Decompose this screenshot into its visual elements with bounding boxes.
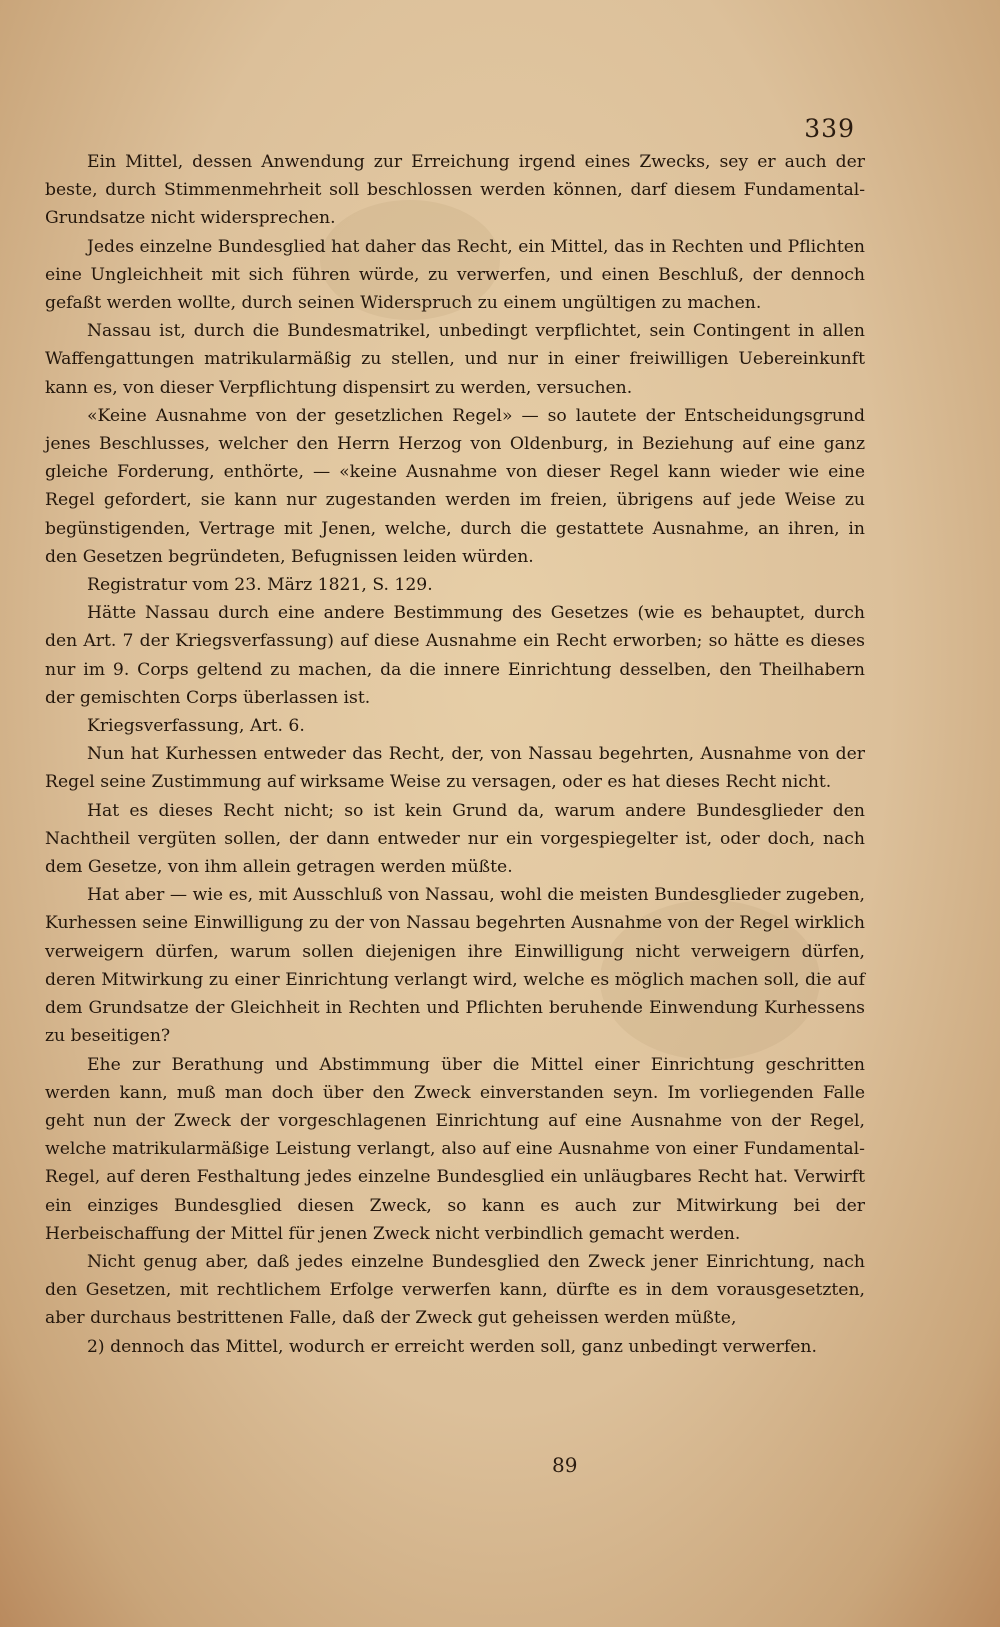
page-number: 339 [804, 114, 855, 143]
paragraph: Ein Mittel, dessen Anwendung zur Erreichung irgend eines Zwecks, sey er auch der beste, durch Stimmenmehrheit soll beschlossen werden können, darf diesem Fundamental-Grundsatze nicht widersprechen. [45, 152, 865, 229]
paragraph: Hätte Nassau durch eine andere Bestimmung des Gesetzes (wie es behauptet, durch den Art. 7 der Kriegsverfassung) auf diese Ausnahme ein Recht erworben; so hätte es dieses nur im 9. Corps geltend zu machen, da die innere Einrichtung desselben, den Theilhabern der gemischten Corps überlassen ist. [45, 603, 865, 708]
paragraph: Nun hat Kurhessen entweder das Recht, der, von Nassau begehrten, Ausnahme von der Regel seine Zustimmung auf wirksame Weise zu versagen, oder es hat dieses Recht nicht. [45, 744, 865, 793]
paragraph: Ehe zur Berathung und Abstimmung über die Mittel einer Einrichtung geschritten werden kann, muß man doch über den Zweck einverstanden seyn. Im vorliegenden Falle geht nun der Zweck der vorgeschlagenen Einrichtung auf eine Ausnahme von der Regel, welche matrikularmäßige Leistung verlangt, also auf eine Ausnahme von einer Fundamental-Regel, auf deren Festhaltung jedes einzelne Bundesglied ein unläugbares Recht hat. Verwirft ein einziges Bundesglied diesen Zweck, so kann es auch zur Mitwirkung bei der Herbeischaffung der Mittel für jenen Zweck nicht verbindlich gemacht werden. [45, 1054, 865, 1244]
paragraph: Hat aber — wie es, mit Ausschluß von Nassau, wohl die meisten Bundesglieder zugeben, Kurhessen seine Einwilligung zu der von Nassau begehrten Ausnahme von der Regel wirklich verweigern dürfen, warum sollen diejenigen ihre Einwilligung nicht verweigern dürfen, deren Mitwirkung zu einer Einrichtung verlangt wird, welche es möglich machen soll, die auf dem Grundsatze der Gleichheit in Rechten und Pflichten beruhende Einwendung Kurhessens zu beseitigen? [45, 885, 865, 1047]
paragraph: Nassau ist, durch die Bundesmatrikel, unbedingt verpflichtet, sein Contingent in allen Waffengattungen matrikularmäßig zu stellen, und nur in einer freiwilligen Uebereinkunft kann es, von dieser Verpflichtung dispensirt zu werden, versuchen. [45, 321, 865, 398]
sheet-signature: 89 [552, 1453, 578, 1477]
reference-line: Registratur vom 23. März 1821, S. 129. [87, 575, 433, 596]
reference-line: Kriegsverfassung, Art. 6. [87, 716, 305, 737]
paragraph: «Keine Ausnahme von der gesetzlichen Regel» — so lautete der Entscheidungsgrund jenes Beschlusses, welcher den Herrn Herzog von Oldenburg, in Beziehung auf eine ganz gleiche Forderung, enthörte, — «keine Ausnahme von dieser Regel kann wieder wie eine Regel gefordert, sie kann nur zugestanden werden im freien, übrigens auf jede Weise zu begünstigenden, Vertrage mit Jenen, welche, durch die gestattete Ausnahme, an ihren, in den Gesetzen begründeten, Befugnissen leiden würden. [45, 405, 865, 567]
paragraph: Hat es dieses Recht nicht; so ist kein Grund da, warum andere Bundesglieder den Nachtheil vergüten sollen, der dann entweder nur ein vorgespiegelter ist, oder doch, nach dem Gesetze, von ihm allein getragen werden müßte. [45, 800, 865, 878]
body-text [45, 148, 865, 1361]
numbered-item: 2) dennoch das Mittel, wodurch er erreicht werden soll, ganz unbedingt verwerfen. [87, 1336, 817, 1357]
paragraph: Jedes einzelne Bundesglied hat daher das Recht, ein Mittel, das in Rechten und Pflichten eine Ungleichheit mit sich führen würde, zu verwerfen, und einen Beschluß, der dennoch gefaßt werden wollte, durch seinen Widerspruch zu einem ungültigen zu machen. [45, 236, 865, 314]
paragraph: Nicht genug aber, daß jedes einzelne Bundesglied den Zweck jener Einrichtung, nach den Gesetzen, mit rechtlichem Erfolge verwerfen kann, dürfte es in dem vorausgesetzten, aber durchaus bestrittenen Falle, daß der Zweck gut geheissen werden müßte, [45, 1251, 865, 1329]
